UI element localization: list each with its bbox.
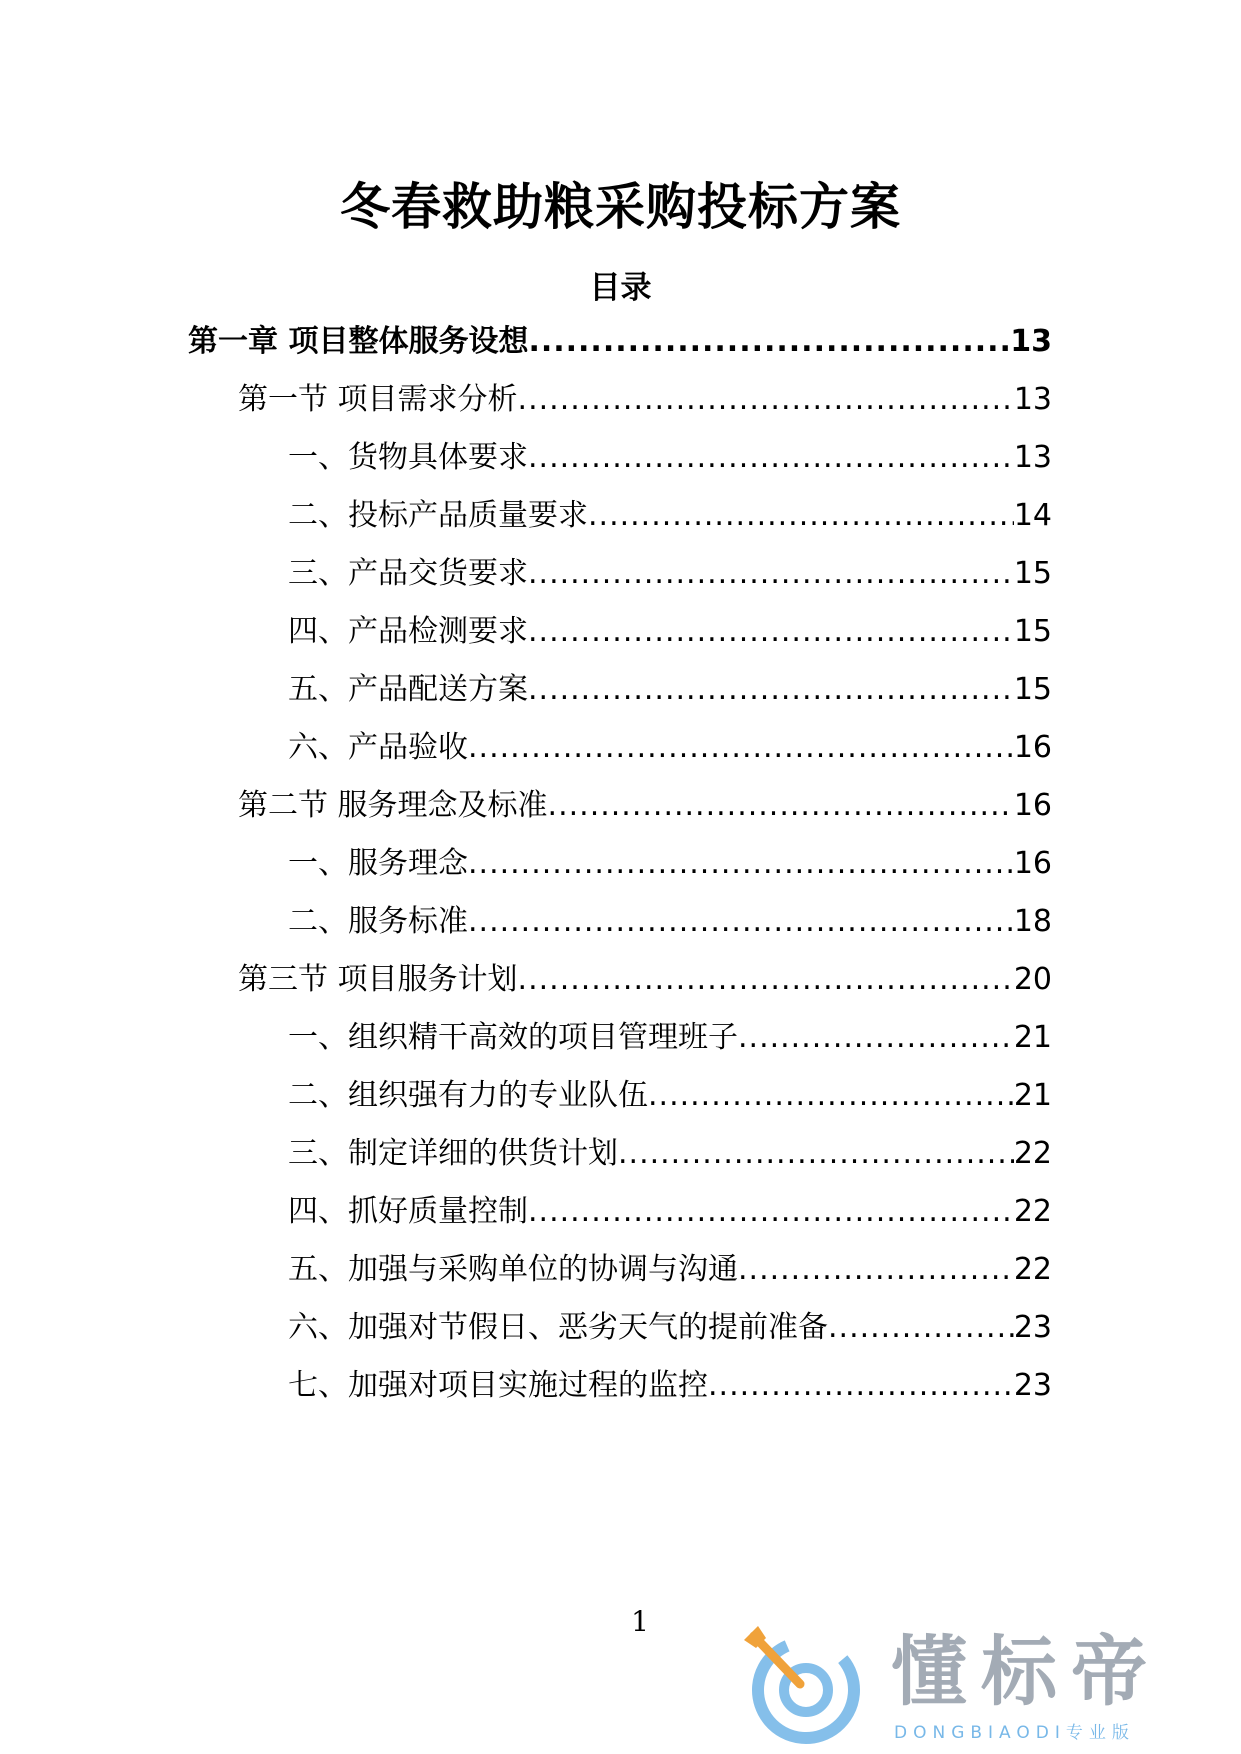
toc-entry-label: 二、投标产品质量要求 (288, 498, 588, 533)
toc-entry-label: 第一章 项目整体服务设想 (188, 324, 529, 359)
toc-leader-dots (738, 1250, 1014, 1290)
toc-heading: 目录 (589, 270, 652, 306)
toc-entry-label: 第二节 服务理念及标准 (238, 788, 548, 823)
toc-leader-dots (548, 786, 1014, 826)
toc-leader-dots (468, 728, 1014, 768)
toc-page-number: 16 (1013, 788, 1052, 823)
toc-page-number: 13 (1013, 382, 1052, 417)
toc-entry-label: 一、组织精干高效的项目管理班子 (288, 1020, 738, 1055)
toc-entry-label: 四、抓好质量控制 (288, 1194, 528, 1229)
toc-page-number: 22 (1013, 1252, 1052, 1287)
toc-page-number: 15 (1013, 614, 1052, 649)
toc-leader-dots (648, 1076, 1014, 1116)
toc-leader-dots (528, 670, 1014, 710)
watermark-subtitle: DONGBIAODI专业版 (894, 1723, 1135, 1743)
toc-leader-dots (828, 1308, 1014, 1348)
toc-entry-label: 二、服务标准 (288, 904, 468, 939)
toc-leader-dots (518, 380, 1014, 420)
toc-page-number: 23 (1013, 1310, 1052, 1345)
toc-leader-dots (738, 1018, 1014, 1058)
toc-entry-label: 五、产品配送方案 (288, 672, 528, 707)
toc-entry[interactable] (288, 486, 1052, 536)
toc-page-number: 13 (1010, 324, 1052, 359)
toc-entry[interactable] (238, 950, 1052, 1000)
toc-page-number: 13 (1013, 440, 1052, 475)
toc-entry[interactable] (288, 1240, 1052, 1290)
toc-page-number: 15 (1013, 672, 1052, 707)
toc-page-number: 22 (1013, 1194, 1052, 1229)
toc-page-number: 21 (1013, 1020, 1052, 1055)
toc-entry[interactable] (288, 1066, 1052, 1116)
toc-page-number: 16 (1013, 730, 1052, 765)
toc-entry[interactable] (238, 370, 1052, 420)
toc-leader-dots (528, 554, 1014, 594)
toc-entry-label: 七、加强对项目实施过程的监控 (288, 1368, 708, 1403)
toc-entry-label: 一、服务理念 (288, 846, 468, 881)
toc-entry[interactable] (288, 544, 1052, 594)
toc-entry[interactable] (288, 602, 1052, 652)
toc-page-number: 21 (1013, 1078, 1052, 1113)
toc-entry[interactable] (288, 834, 1052, 884)
toc-leader-dots (528, 612, 1014, 652)
toc-page-number: 14 (1013, 498, 1052, 533)
toc-entry[interactable] (288, 892, 1052, 942)
toc-entry-label: 四、产品检测要求 (288, 614, 528, 649)
toc-page-number: 22 (1013, 1136, 1052, 1171)
toc-page-number: 15 (1013, 556, 1052, 591)
document-title: 冬春救助粮采购投标方案 (340, 178, 901, 236)
toc-entry[interactable] (188, 312, 1052, 362)
toc-page-number: 20 (1013, 962, 1052, 997)
toc-leader-dots (468, 844, 1014, 884)
toc-leader-dots (618, 1134, 1014, 1174)
toc-entry-label: 三、制定详细的供货计划 (288, 1136, 618, 1171)
toc-entry-label: 二、组织强有力的专业队伍 (288, 1078, 648, 1113)
toc-leader-dots (518, 960, 1014, 1000)
toc-entry-label: 一、货物具体要求 (288, 440, 528, 475)
toc-entry[interactable] (288, 718, 1052, 768)
toc-entry[interactable] (288, 1182, 1052, 1232)
page-number: 1 (631, 1605, 649, 1638)
toc-leader-dots (708, 1366, 1014, 1406)
target-arrow-icon (736, 1618, 866, 1748)
toc-entry[interactable] (288, 1356, 1052, 1406)
toc-page-number: 23 (1013, 1368, 1052, 1403)
toc-entry[interactable] (288, 428, 1052, 478)
toc-entry-label: 六、加强对节假日、恶劣天气的提前准备 (288, 1310, 828, 1345)
watermark-logo (736, 1618, 1216, 1748)
toc-entry-label: 六、产品验收 (288, 730, 468, 765)
toc-leader-dots (468, 902, 1014, 942)
toc-leader-dots (528, 322, 1010, 362)
toc-page-number: 16 (1013, 846, 1052, 881)
toc-leader-dots (528, 438, 1014, 478)
toc-entry[interactable] (238, 776, 1052, 826)
toc-page-number: 18 (1013, 904, 1052, 939)
toc-entry[interactable] (288, 1008, 1052, 1058)
toc-entry[interactable] (288, 1124, 1052, 1174)
toc-entry[interactable] (288, 660, 1052, 710)
toc-entry[interactable] (288, 1298, 1052, 1348)
toc-entry-label: 五、加强与采购单位的协调与沟通 (288, 1252, 738, 1287)
toc-entry-label: 第一节 项目需求分析 (238, 382, 518, 417)
toc-leader-dots (588, 496, 1014, 536)
toc-leader-dots (528, 1192, 1014, 1232)
toc-entry-label: 第三节 项目服务计划 (238, 962, 518, 997)
watermark-brand-name: 懂标帝 (891, 1627, 1161, 1716)
toc-entry-label: 三、产品交货要求 (288, 556, 528, 591)
